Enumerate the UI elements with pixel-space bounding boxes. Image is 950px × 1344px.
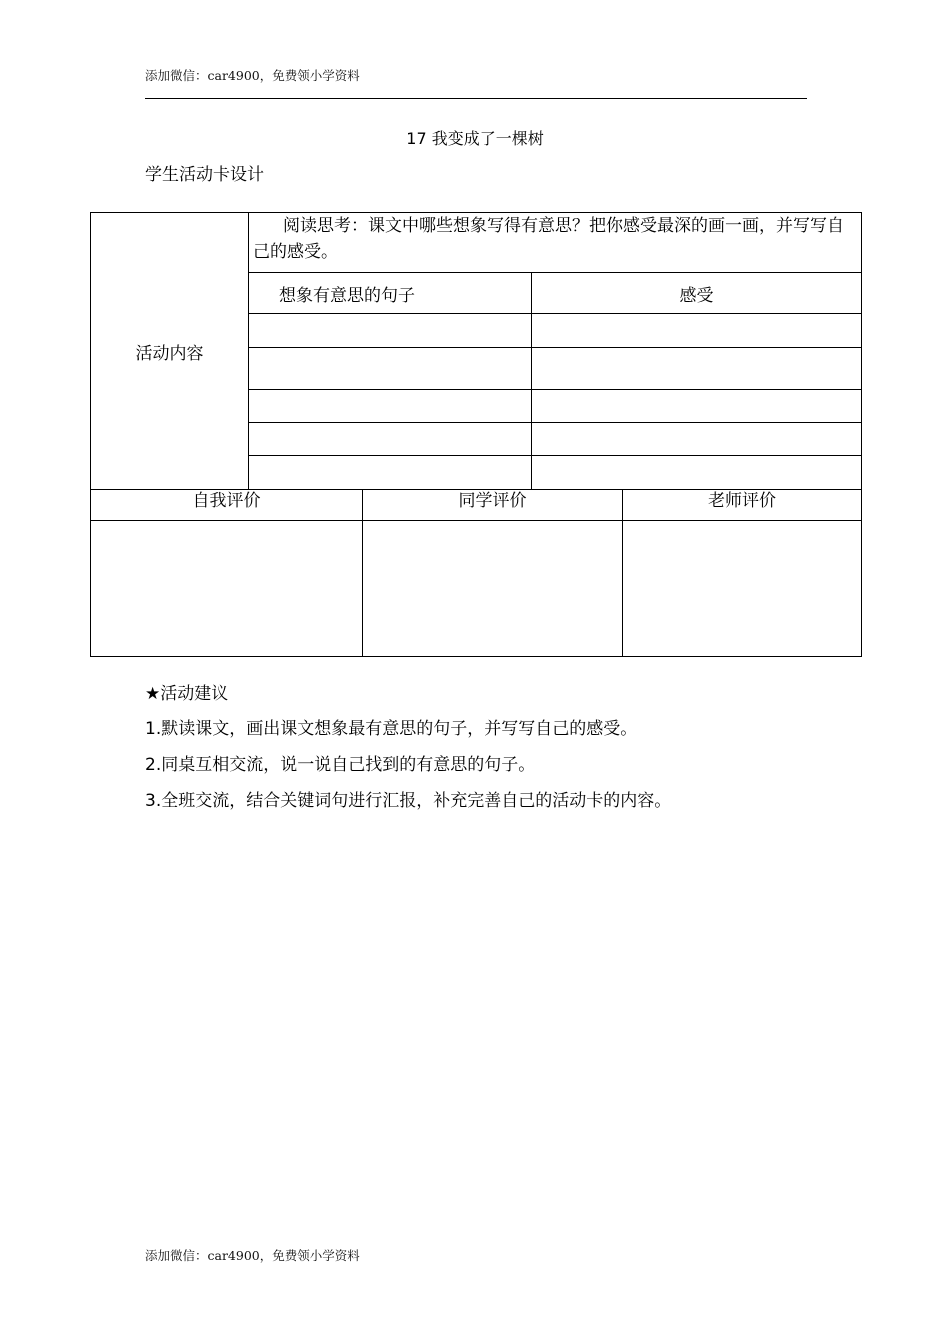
teacher-evaluation-header: 老师评价: [623, 490, 862, 521]
activity-table: [90, 212, 862, 490]
teacher-evaluation-cell[interactable]: [623, 521, 862, 657]
header-note: 添加微信：car4900，免费领小学资料: [145, 68, 360, 83]
suggestion-item: [145, 714, 637, 739]
self-evaluation-header: 自我评价: [91, 490, 363, 521]
peer-evaluation-cell[interactable]: [363, 521, 623, 657]
peer-evaluation-header: 同学评价: [363, 490, 623, 521]
header-divider: [145, 98, 807, 99]
suggestions-title: ★活动建议: [145, 684, 229, 704]
feeling-cell[interactable]: [532, 456, 862, 490]
suggestion-text: 全班交流，结合关键词句进行汇报，补充完善自己的活动卡的内容。: [161, 791, 672, 811]
footer-note: 添加微信：car4900，免费领小学资料: [145, 1248, 360, 1263]
activity-prompt: 阅读思考：课文中哪些想象写得有意思？把你感受最深的画一画，并写写自己的感受。: [249, 213, 862, 273]
section-subtitle: 学生活动卡设计: [145, 165, 264, 185]
self-evaluation-cell[interactable]: [91, 521, 363, 657]
suggestion-number: 3.: [145, 791, 162, 811]
sentence-cell[interactable]: [249, 390, 532, 423]
feeling-cell[interactable]: [532, 423, 862, 456]
suggestion-item: [145, 786, 671, 811]
feeling-cell[interactable]: [532, 390, 862, 423]
column-header-feelings: 感受: [532, 273, 862, 314]
evaluation-table: [90, 489, 862, 657]
suggestion-text: 默读课文，画出课文想象最有意思的句子，并写写自己的感受。: [161, 719, 638, 739]
page-title: 17 我变成了一棵树: [406, 129, 544, 148]
suggestion-number: 2.: [145, 755, 162, 775]
suggestion-item: [145, 750, 535, 775]
column-header-sentences: 想象有意思的句子: [249, 273, 532, 314]
suggestion-number: 1.: [145, 719, 162, 739]
activity-label: 活动内容: [91, 213, 249, 490]
sentence-cell[interactable]: [249, 348, 532, 390]
sentence-cell[interactable]: [249, 314, 532, 348]
feeling-cell[interactable]: [532, 314, 862, 348]
suggestion-text: 同桌互相交流，说一说自己找到的有意思的句子。: [161, 755, 536, 775]
sentence-cell[interactable]: [249, 423, 532, 456]
sentence-cell[interactable]: [249, 456, 532, 490]
feeling-cell[interactable]: [532, 348, 862, 390]
